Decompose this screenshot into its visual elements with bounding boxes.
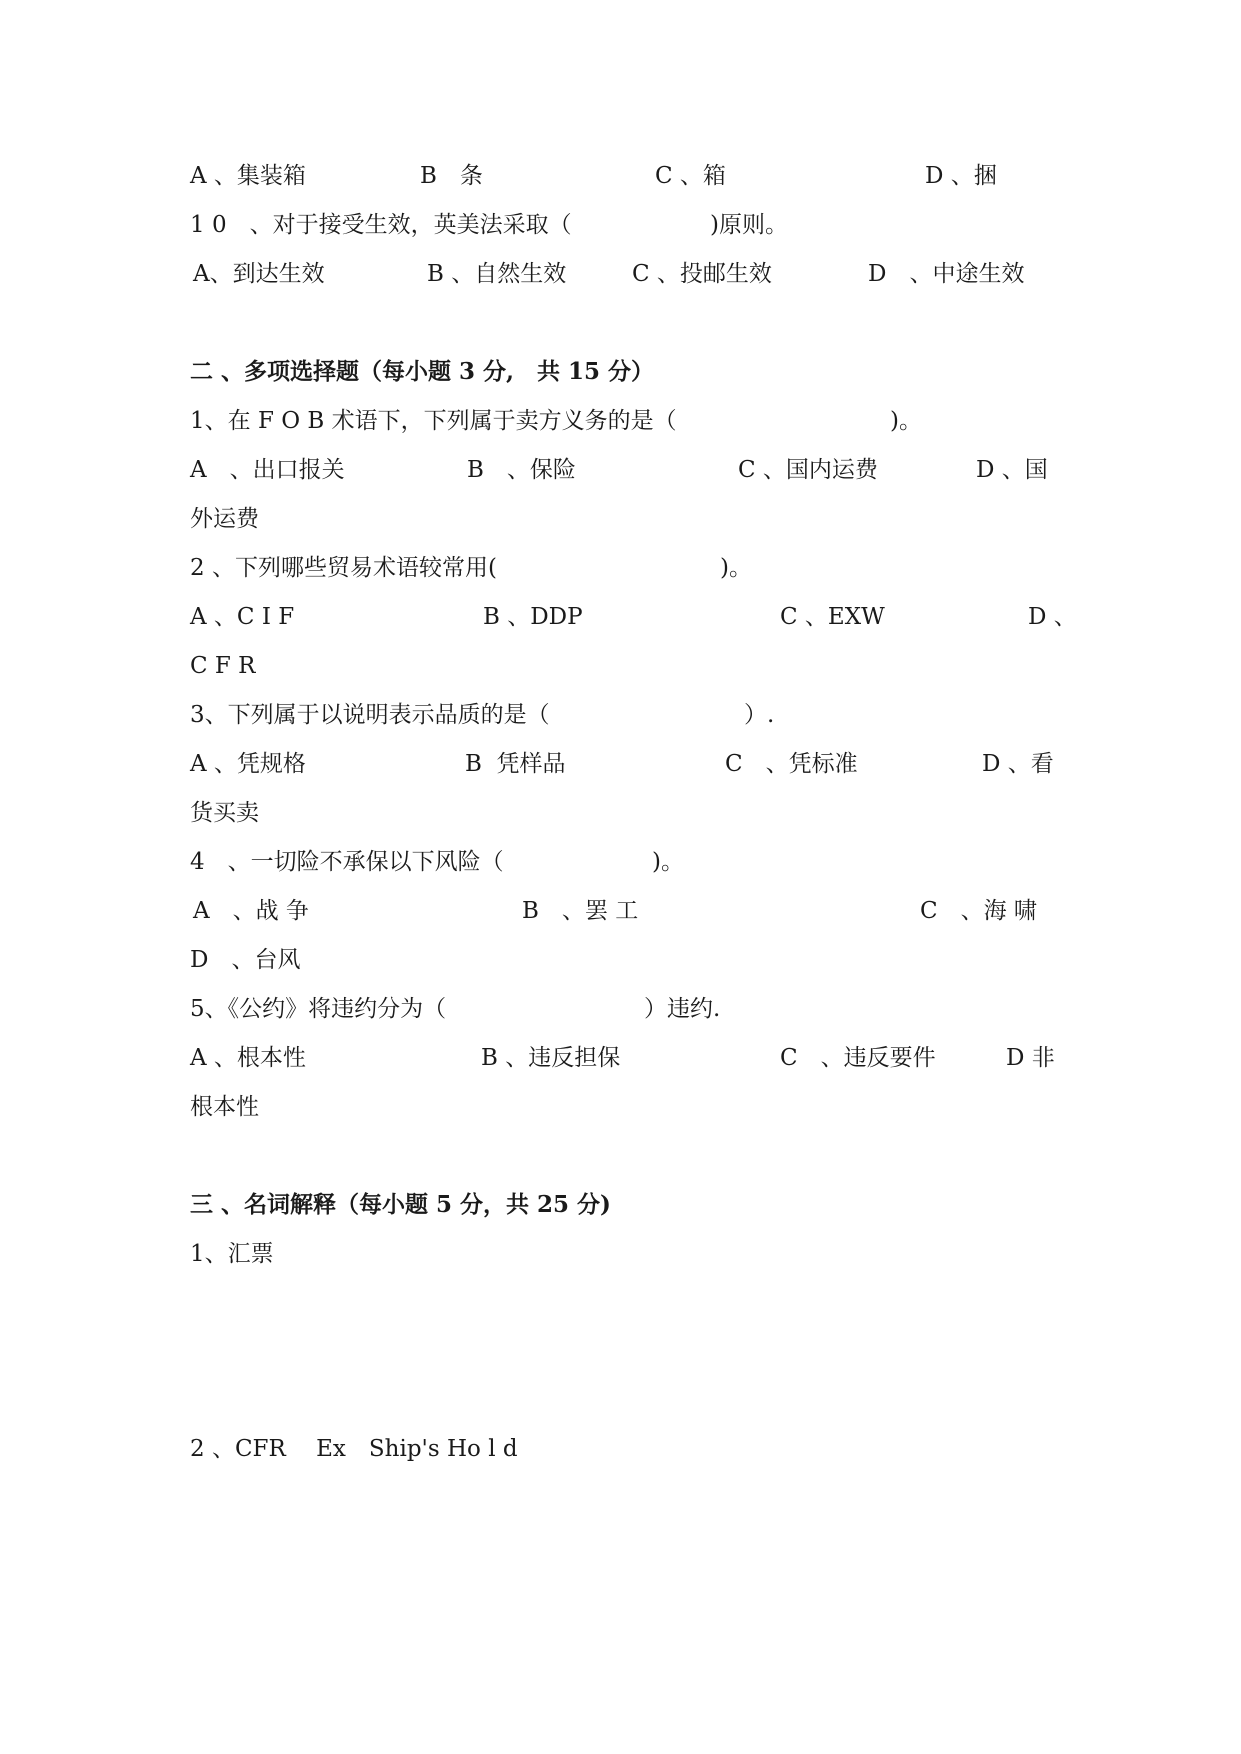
q10-option-d: D 、中途生效: [868, 261, 1025, 287]
s2-q1-stem: 1、在 F O B 术语下，下列属于卖方义务的是（: [190, 408, 677, 434]
s2-q2-option-c: C 、EXW: [780, 604, 885, 630]
s2-q4-stem: 4 、一切险不承保以下风险（: [190, 849, 504, 875]
s2-q1-option-c: C 、国内运费: [738, 457, 878, 483]
q10-stem: 1 0 、对于接受生效，英美法采取（: [190, 212, 572, 238]
s2-q4-option-c: C 、海 啸: [920, 898, 1037, 924]
s2-q1-option-a: A 、出口报关: [190, 457, 345, 483]
s2-q4-option-a: A 、战 争: [193, 898, 309, 924]
section2-heading: 二 、多项选择题（每小题 3 分, 共 15 分）: [190, 358, 655, 385]
s3-q2: 2 、CFR Ex Ship's Ho l d: [190, 1436, 518, 1462]
s2-q3-close: ）.: [744, 702, 775, 728]
q10-close: )原则。: [710, 212, 788, 238]
s2-q1-option-d: D 、国: [976, 457, 1048, 483]
s2-q2-option-d: D 、: [1028, 604, 1077, 630]
s2-q3-option-d-wrap: 货买卖: [190, 800, 259, 826]
s2-q5-option-c: C 、违反要件: [780, 1045, 936, 1071]
q9-option-a: A 、集装箱: [190, 163, 306, 189]
s2-q2-option-b: B 、DDP: [483, 604, 583, 630]
s2-q3-option-a: A 、凭规格: [190, 751, 306, 777]
q10-option-a: A、到达生效: [193, 261, 325, 287]
section3-heading: 三 、名词解释（每小题 5 分，共 25 分): [190, 1191, 611, 1218]
s2-q5-option-d: D 非: [1006, 1045, 1055, 1071]
s2-q1-close: )。: [890, 408, 922, 434]
s2-q3-stem: 3、下列属于以说明表示品质的是（: [190, 702, 550, 728]
s2-q5-option-b: B 、违反担保: [481, 1045, 621, 1071]
s2-q4-close: )。: [652, 849, 684, 875]
s2-q3-option-b: B 凭样品: [465, 751, 566, 777]
s2-q5-option-a: A 、根本性: [190, 1045, 306, 1071]
s2-q5-stem: 5、《公约》将违约分为（: [190, 996, 447, 1022]
s2-q3-option-c: C 、凭标准: [725, 751, 858, 777]
q10-option-b: B 、自然生效: [427, 261, 567, 287]
s2-q1-option-d-wrap: 外运费: [190, 506, 259, 532]
q9-option-c: C 、箱: [655, 163, 726, 189]
s2-q1-option-b: B 、保险: [467, 457, 576, 483]
q9-option-d: D 、捆: [925, 163, 997, 189]
s2-q4-option-b: B 、罢 工: [522, 898, 639, 924]
s2-q5-close: ）违约.: [644, 996, 721, 1022]
s2-q2-close: )。: [720, 555, 752, 581]
q9-option-b: B 条: [420, 163, 483, 189]
s2-q5-option-d-wrap: 根本性: [190, 1094, 259, 1120]
s2-q2-stem: 2 、下列哪些贸易术语较常用(: [190, 555, 497, 581]
s2-q3-option-d: D 、看: [982, 751, 1054, 777]
s3-q1: 1、汇票: [190, 1241, 274, 1267]
s2-q2-option-a: A 、C I F: [190, 604, 295, 630]
s2-q4-option-d: D 、台风: [190, 947, 301, 973]
q10-option-c: C 、投邮生效: [632, 261, 772, 287]
s2-q2-option-d-wrap: C F R: [190, 653, 256, 679]
